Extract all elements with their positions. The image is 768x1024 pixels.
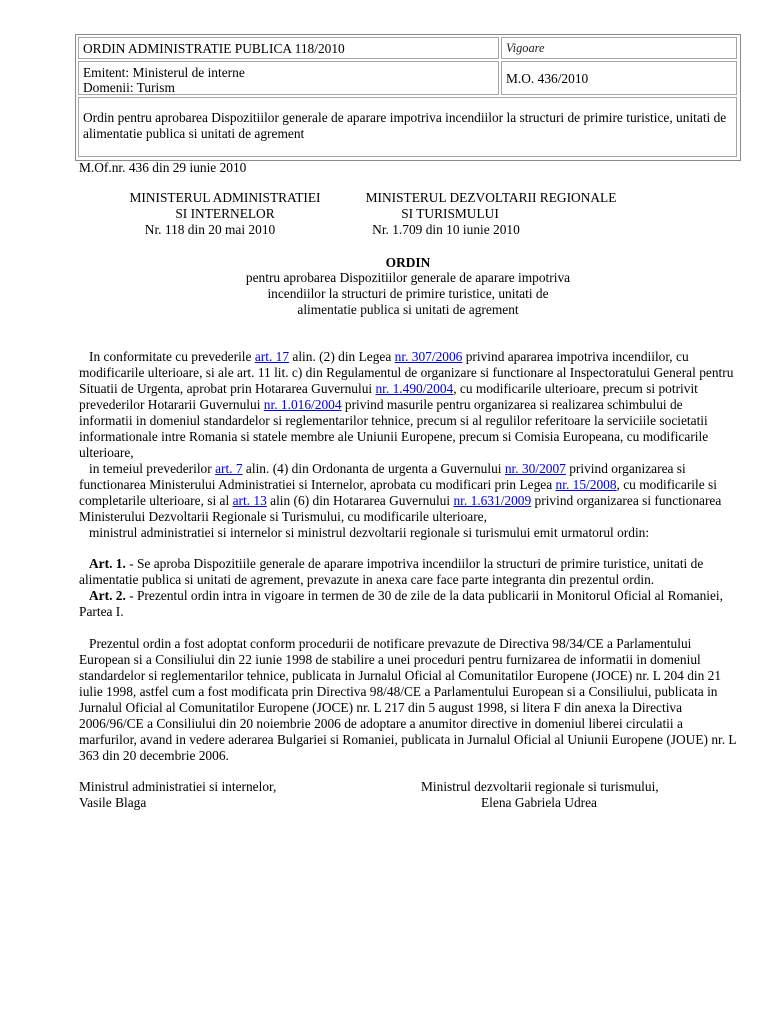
text-run: privind apararea impotriva incendiilor, cu modificarile ulterioare, si ale art. 11 lit. c) din Regulamentul de organizare si functionare al Inspectoratului General pentru Situatii de Urgenta, aprobat prin Hotararea Guvernului (79, 349, 734, 396)
signature-left-role: Ministrul administratiei si internelor, (79, 779, 277, 794)
emitent-text: Emitent: Ministerul de interne (83, 65, 245, 80)
link-oug-30-2007[interactable]: nr. 30/2007 (504, 461, 566, 476)
text-run: in temeiul prevederilor (89, 461, 216, 476)
ministry-left-name-2: SI INTERNELOR (175, 206, 275, 221)
signature-left (79, 779, 276, 811)
article-1 (79, 556, 739, 588)
text-run: , cu modificarile si completarile ulterioare, si al (79, 477, 717, 508)
order-subtitle (208, 270, 608, 318)
text-run: , cu modificarile ulterioare, precum si potrivit prevederilor Hotararii Guvernului (79, 381, 698, 412)
text-run: alin. (4) din Ordonanta de urgenta a Guvernului (242, 461, 505, 476)
text-run: In conformitate cu prevederile (89, 349, 255, 364)
signature-right (421, 779, 659, 811)
preamble-paragraph-1 (79, 349, 739, 461)
emitent-cell (78, 61, 499, 95)
text-run: alin (6) din Hotararea Guvernului (266, 493, 454, 508)
notice-text: Prezentul ordin a fost adoptat conform procedurii de notificare prevazute de Directiva 98/34/CE a Parlamentului European si a Consiliului din 22 iunie 1998 de stabilire a unei proceduri pentru furnizarea de informatii in domeniul standardelor si reglementarilor tehnice, publicata in Jurnalul Oficial al Comunitatilor Europene (JOCE) nr. L 204 din 21 iulie 1998, astfel cum a fost modificata prin Directiva 98/48/CE a Parlamentului European si a Consiliului, publicata in Jurnalul Oficial al Comunitatilor Europene (JOCE) nr. L 217 din 5 august 1998, si litera F din anexa la Directiva 2006/96/CE a Consiliului din 20 noiembrie 2006 de adoptare a anumitor directive in domeniul liberei circulatii a marfurilor, avand in vedere aderarea Bulgariei si Romaniei, publicata in Jurnalul Oficial al Uniunii Europene (JOUE) nr. L 363 din 20 decembrie 2006. (79, 636, 737, 763)
link-hg-1631-2009[interactable]: nr. 1.631/2009 (453, 493, 532, 508)
article-text: - Se aproba Dispozitiile generale de aparare impotriva incendiilor la structuri de primire turistice, unitati de alimentatie publica si unitati de agrement, prevazute in anexa care face parte integranta din prezentul ordin. (79, 556, 704, 587)
ministry-right-name-2: SI TURISMULUI (401, 206, 499, 221)
header-table (75, 34, 741, 161)
text-run: privind masurile pentru organizarea si realizarea schimbului de informatii in domeniul standardelor si reglementarilor tehnice, precum si al regulilor referitoare la serviciile societatii informationale intre Romania si statele membre ale Uniunii Europene, precum si Comisia Europeana, cu modificarile ulterioare, (79, 397, 709, 460)
link-legea-15-2008[interactable]: nr. 15/2008 (555, 477, 617, 492)
link-hg-1016-2004[interactable]: nr. 1.016/2004 (263, 397, 342, 412)
eu-notification-notice (79, 636, 739, 764)
article-2 (79, 588, 739, 620)
article-label: Art. 2. (89, 588, 126, 603)
link-hg-1490-2004[interactable]: nr. 1.490/2004 (375, 381, 454, 396)
monitor-reference: M.O. 436/2010 (501, 61, 737, 95)
link-art-17[interactable]: art. 17 (254, 349, 290, 364)
ministry-left-number: Nr. 118 din 20 mai 2010 (144, 222, 276, 237)
text-run: ministrul administratiei si internelor si ministrul dezvoltarii regionale si turismului emit urmatorul ordin: (89, 525, 650, 540)
articles (79, 556, 739, 620)
link-art-7[interactable]: art. 7 (215, 461, 243, 476)
signature-left-name: Vasile Blaga (79, 795, 147, 810)
article-text: - Prezentul ordin intra in vigoare in termen de 30 de zile de la data publicarii in Monitorul Oficial al Romaniei, Partea I. (79, 588, 723, 619)
act-subject: Ordin pentru aprobarea Dispozitiilor generale de aparare impotriva incendiilor la structuri de primire turistice, unitati de alimentatie publica si unitati de agrement (78, 97, 737, 157)
ministry-right-number: Nr. 1.709 din 10 iunie 2010 (372, 222, 520, 237)
text-run: privind organizarea si functionarea Ministerului Administratiei si Internelor, aprobata cu modificari prin Legea (79, 461, 686, 492)
order-heading: ORDIN (385, 255, 431, 270)
text-run: privind organizarea si functionarea Ministerului Dezvoltarii Regionale si Turismului, cu modificarile ulterioare, (79, 493, 722, 524)
status-label: Vigoare (501, 37, 737, 59)
act-title: ORDIN ADMINISTRATIE PUBLICA 118/2010 (78, 37, 499, 59)
signature-right-role: Ministrul dezvoltarii regionale si turismului, (421, 779, 659, 794)
domenii-text: Domenii: Turism (83, 80, 175, 95)
signature-right-name: Elena Gabriela Udrea (481, 795, 597, 810)
order-subtitle-line: alimentatie publica si unitati de agrement (297, 302, 519, 317)
publication-line: M.Of.nr. 436 din 29 iunie 2010 (79, 160, 247, 175)
order-subtitle-line: incendiilor la structuri de primire turistice, unitati de (267, 286, 549, 301)
preamble-paragraph-2 (79, 461, 739, 525)
text-run: alin. (2) din Legea (289, 349, 395, 364)
ministry-left-name: MINISTERUL ADMINISTRATIEI (129, 190, 321, 205)
link-legea-307-2006[interactable]: nr. 307/2006 (394, 349, 463, 364)
ministry-right (330, 190, 630, 238)
order-subtitle-line: pentru aprobarea Dispozitiilor generale de aparare impotriva (245, 270, 571, 285)
preamble-paragraph-3 (79, 525, 739, 541)
preamble (79, 349, 739, 541)
article-label: Art. 1. (89, 556, 126, 571)
ministry-right-name: MINISTERUL DEZVOLTARII REGIONALE (365, 190, 617, 205)
link-art-13[interactable]: art. 13 (232, 493, 267, 508)
